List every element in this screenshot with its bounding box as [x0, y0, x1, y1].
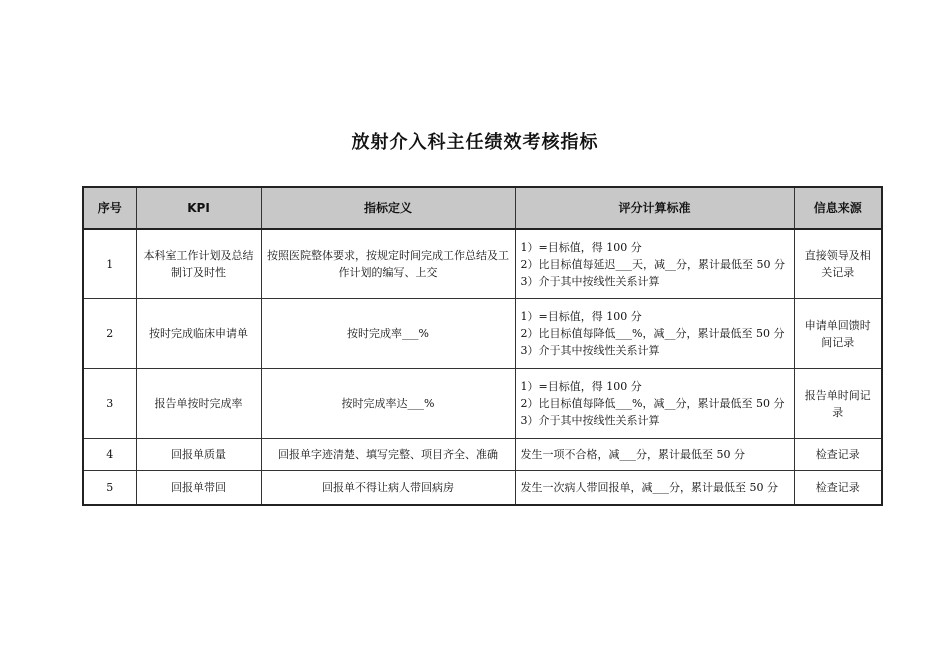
cell-definition: 按时完成率达___%	[261, 369, 515, 439]
cell-criteria	[515, 471, 794, 506]
cell-source: 报告单时间记录	[794, 369, 882, 439]
cell-no: 3	[83, 369, 136, 439]
cell-definition: 回报单不得让病人带回病房	[261, 471, 515, 506]
criteria-line: 3）介于其中按线性关系计算	[520, 414, 660, 427]
cell-no: 2	[83, 299, 136, 369]
table-row	[83, 229, 882, 299]
cell-criteria	[515, 299, 794, 369]
criteria-line: 发生一项不合格，减___分，累计最低至 50 分	[520, 448, 745, 461]
header-criteria: 评分计算标准	[515, 187, 794, 229]
document-title: 放射介入科主任绩效考核指标	[351, 132, 599, 153]
table-row	[83, 299, 882, 369]
table-row	[83, 439, 882, 471]
cell-definition: 回报单字迹清楚、填写完整、项目齐全、准确	[261, 439, 515, 471]
table-row	[83, 471, 882, 506]
cell-definition: 按照医院整体要求，按规定时间完成工作总结及工作计划的编写、上交	[261, 229, 515, 299]
cell-no: 4	[83, 439, 136, 471]
cell-kpi: 按时完成临床申请单	[136, 299, 261, 369]
table-row	[83, 369, 882, 439]
cell-criteria	[515, 439, 794, 471]
criteria-line: 2）比目标值每延迟___天，减__分，累计最低至 50 分	[520, 257, 785, 271]
cell-no: 1	[83, 229, 136, 299]
criteria-line: 1）=目标值，得 100 分	[520, 240, 642, 254]
criteria-line: 1）=目标值，得 100 分	[520, 310, 642, 323]
cell-criteria	[515, 369, 794, 439]
criteria-line: 2）比目标值每降低___%，减__分，累计最低至 50 分	[520, 327, 785, 340]
cell-source: 检查记录	[794, 471, 882, 506]
criteria-line: 1）=目标值，得 100 分	[520, 380, 642, 393]
cell-definition: 按时完成率___%	[261, 299, 515, 369]
criteria-line: 3）介于其中按线性关系计算	[520, 344, 660, 357]
kpi-table	[82, 186, 883, 506]
cell-source: 直接领导及相关记录	[794, 229, 882, 299]
header-no: 序号	[83, 187, 136, 229]
criteria-line: 发生一次病人带回报单，减___分，累计最低至 50 分	[520, 481, 778, 494]
header-definition: 指标定义	[261, 187, 515, 229]
criteria-line: 3）介于其中按线性关系计算	[520, 274, 660, 288]
cell-kpi: 回报单带回	[136, 471, 261, 506]
cell-kpi: 本科室工作计划及总结制订及时性	[136, 229, 261, 299]
cell-source: 检查记录	[794, 439, 882, 471]
criteria-line: 2）比目标值每降低___%，减__分，累计最低至 50 分	[520, 397, 785, 410]
table-header-row	[83, 187, 882, 229]
header-kpi: KPI	[136, 187, 261, 229]
cell-kpi: 回报单质量	[136, 439, 261, 471]
cell-no: 5	[83, 471, 136, 506]
header-source: 信息来源	[794, 187, 882, 229]
cell-criteria	[515, 229, 794, 299]
cell-kpi: 报告单按时完成率	[136, 369, 261, 439]
cell-source: 申请单回馈时间记录	[794, 299, 882, 369]
